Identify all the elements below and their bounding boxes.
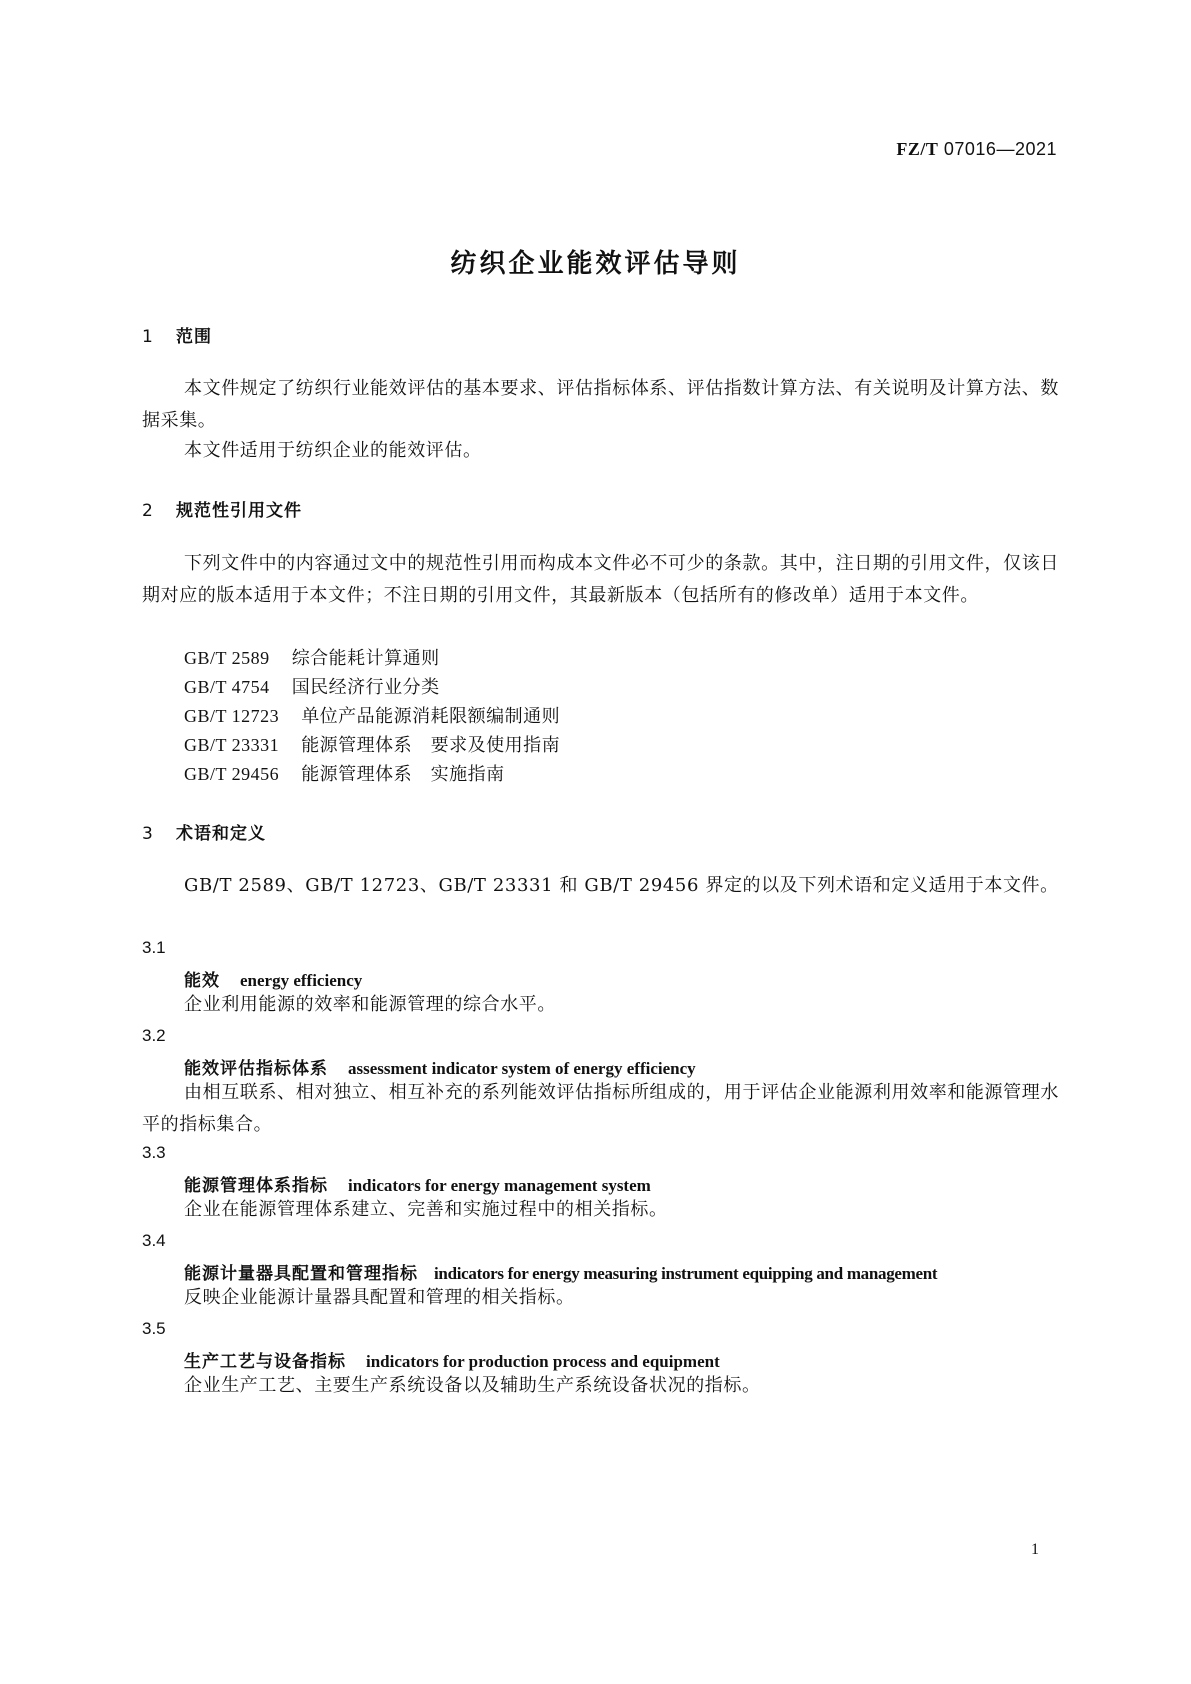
reference-code: GB/T 2589 [184, 648, 270, 668]
reference-title: 能源管理体系 实施指南 [301, 764, 505, 785]
section-number: 2 [142, 501, 154, 521]
term-definition: 企业在能源管理体系建立、完善和实施过程中的相关指标。 [184, 1199, 668, 1220]
term-name-zh: 能源管理体系指标 [184, 1176, 328, 1196]
document-code [896, 139, 1057, 160]
term-number: 3.1 [142, 938, 166, 957]
term-name-en: indicators for energy measuring instrument equipping and management [434, 1264, 938, 1283]
term-definition: 由相互联系、相对独立、相互补充的系列能效评估指标所组成的，用于评估企业能源利用效率和能源管理水平的指标集合。 [142, 1082, 1059, 1135]
section-title: 范围 [176, 327, 212, 347]
reference-code: GB/T 4754 [184, 677, 270, 697]
term-name [184, 1054, 696, 1079]
document-code-prefix: FZ/T [896, 139, 939, 159]
reference-item [184, 731, 560, 757]
paragraph: 本文件适用于纺织企业的能效评估。 [184, 440, 482, 461]
term-number: 3.5 [142, 1319, 166, 1338]
term-number: 3.2 [142, 1026, 166, 1045]
reference-item [184, 702, 560, 728]
term-name-zh: 能效 [184, 971, 220, 991]
reference-item [184, 644, 440, 670]
reference-code: GB/T 12723 [184, 706, 280, 726]
term-number: 3.3 [142, 1143, 166, 1162]
document-title: 纺织企业能效评估导则 [450, 249, 741, 279]
reference-title: 综合能耗计算通则 [291, 648, 440, 669]
term-definition: 企业利用能源的效率和能源管理的综合水平。 [184, 994, 556, 1015]
page-number: 1 [1031, 1541, 1039, 1558]
term-name-zh: 生产工艺与设备指标 [184, 1352, 346, 1372]
reference-item [184, 760, 505, 786]
section-heading-normative-references [142, 496, 302, 521]
reference-item [184, 673, 440, 699]
term-name-zh: 能源计量器具配置和管理指标 [184, 1264, 418, 1284]
term-name-en: indicators for energy management system [348, 1176, 651, 1195]
paragraph: GB/T 2589、GB/T 12723、GB/T 23331 和 GB/T 29456 界定的以及下列术语和定义适用于本文件。 [184, 875, 1059, 896]
paragraph: 本文件规定了纺织行业能效评估的基本要求、评估指标体系、评估指数计算方法、有关说明及计算方法、数据采集。 [142, 378, 1059, 431]
term-definition: 反映企业能源计量器具配置和管理的相关指标。 [184, 1287, 575, 1308]
section-number: 1 [142, 327, 154, 347]
term-name [184, 1171, 651, 1196]
reference-code: GB/T 23331 [184, 735, 280, 755]
section-title: 术语和定义 [176, 824, 266, 844]
section-number: 3 [142, 824, 154, 844]
document-code-number: 07016—2021 [943, 139, 1057, 159]
term-name [184, 1259, 937, 1284]
reference-title: 能源管理体系 要求及使用指南 [301, 735, 561, 756]
term-name [184, 1347, 720, 1372]
term-name-en: assessment indicator system of energy efficiency [348, 1059, 696, 1078]
section-heading-scope [142, 322, 212, 347]
paragraph: 下列文件中的内容通过文中的规范性引用而构成本文件必不可少的条款。其中，注日期的引用文件，仅该日期对应的版本适用于本文件；不注日期的引用文件，其最新版本（包括所有的修改单）适用于本文件。 [142, 553, 1059, 606]
section-title: 规范性引用文件 [176, 501, 302, 521]
term-definition: 企业生产工艺、主要生产系统设备以及辅助生产系统设备状况的指标。 [184, 1375, 761, 1396]
section-heading-terms-definitions [142, 819, 266, 844]
term-name-zh: 能效评估指标体系 [184, 1059, 328, 1079]
reference-title: 国民经济行业分类 [291, 677, 440, 698]
reference-code: GB/T 29456 [184, 764, 280, 784]
reference-title: 单位产品能源消耗限额编制通则 [301, 706, 561, 727]
term-name-en: indicators for production process and equipment [366, 1352, 720, 1371]
term-name-en: energy efficiency [240, 971, 363, 990]
term-name [184, 966, 362, 991]
term-number: 3.4 [142, 1231, 166, 1250]
